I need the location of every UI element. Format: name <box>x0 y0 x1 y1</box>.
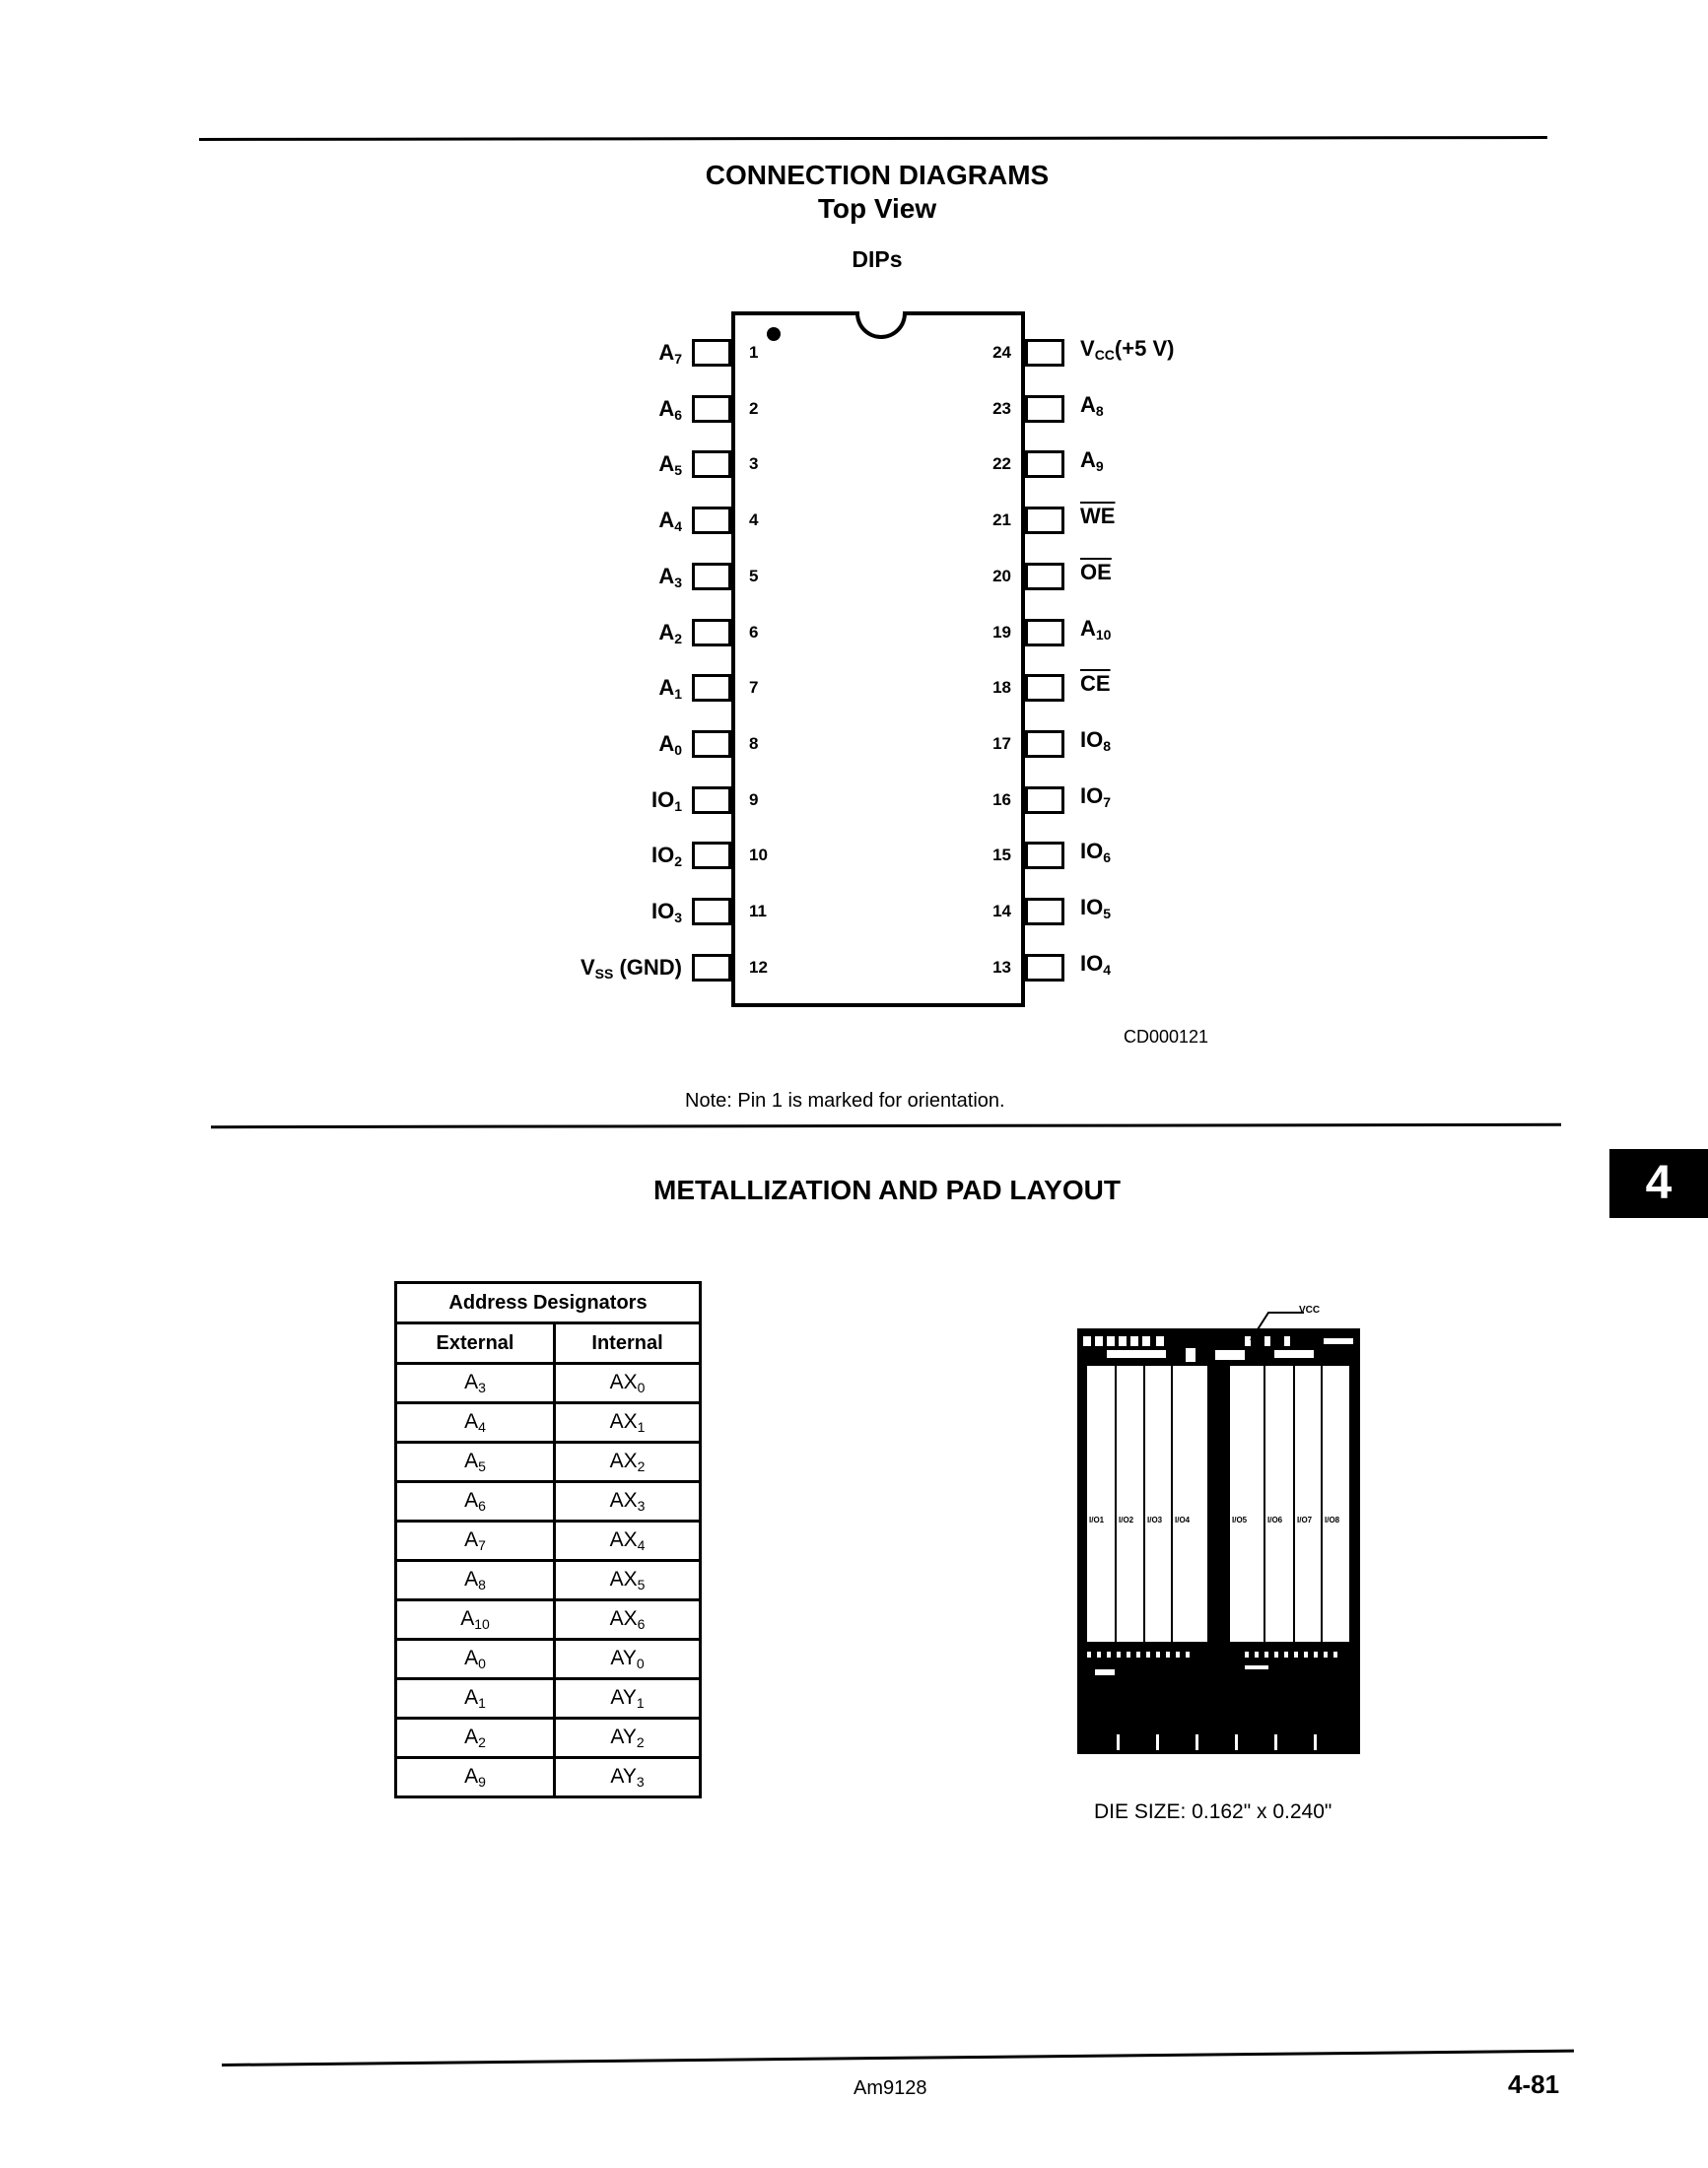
pin-label: $IO_1$ <box>650 786 682 814</box>
pin-24 <box>1025 339 1064 367</box>
die-io-label: I/O4 <box>1175 1516 1191 1524</box>
pin-20 <box>1025 563 1064 590</box>
pin-17 <box>1025 730 1064 758</box>
pin-label: $IO_7$ <box>1080 782 1112 810</box>
pin-number: 18 <box>992 678 1011 698</box>
die-io-label: I/O7 <box>1297 1516 1313 1524</box>
pin-label: $V_{SS}$ (GND) <box>580 954 682 982</box>
table-row <box>396 1403 701 1443</box>
external-cell: $A_{10}$ <box>396 1600 555 1640</box>
pin-number: 13 <box>992 957 1011 977</box>
pin-number: 1 <box>749 343 759 362</box>
pin-12 <box>692 954 731 982</box>
chip-body <box>731 311 1025 1007</box>
external-cell: $A_4$ <box>396 1403 555 1443</box>
pin-number: 2 <box>749 398 759 418</box>
metallization-title: METALLIZATION AND PAD LAYOUT <box>653 1175 1121 1205</box>
die-io-label: I/O5 <box>1232 1516 1248 1524</box>
pin-number: 23 <box>992 398 1011 418</box>
pin-label: $IO_2$ <box>650 843 682 870</box>
table-row <box>396 1561 701 1600</box>
pin-number: 14 <box>992 902 1011 920</box>
external-cell: $A_2$ <box>396 1719 555 1758</box>
pin-number: 17 <box>992 733 1011 753</box>
pin-number: 8 <box>749 733 759 753</box>
pin-16 <box>1025 786 1064 814</box>
figure-id: CD000121 <box>1124 1027 1209 1047</box>
internal-cell: $AX_2$ <box>555 1443 701 1482</box>
table-caption: Address Designators <box>396 1283 701 1323</box>
table-row <box>396 1522 701 1561</box>
pin-label: $\overline{OE}$ <box>1080 559 1112 584</box>
pin-label: $A_1$ <box>658 675 682 703</box>
table-row <box>396 1482 701 1522</box>
pin-number: 5 <box>749 566 759 585</box>
internal-cell: $AY_1$ <box>555 1679 701 1719</box>
pin-label: $A_6$ <box>658 395 682 423</box>
pin-7 <box>692 674 731 702</box>
external-cell: $A_1$ <box>396 1679 555 1719</box>
pin-number: 21 <box>992 510 1011 530</box>
internal-cell: $AX_4$ <box>555 1522 701 1561</box>
orientation-note: Note: Pin 1 is marked for orientation. <box>685 1090 1005 1112</box>
pin-label: $IO_6$ <box>1080 839 1112 866</box>
internal-cell: $AX_3$ <box>555 1482 701 1522</box>
pin-number: 11 <box>749 902 767 920</box>
pin-21 <box>1025 507 1064 534</box>
internal-cell: $AY_2$ <box>555 1719 701 1758</box>
pin-10 <box>692 842 731 869</box>
pin-label: $A_2$ <box>658 619 682 646</box>
pin-1-dot-icon <box>767 327 781 341</box>
pin-13 <box>1025 954 1064 982</box>
internal-cell: $AX_1$ <box>555 1403 701 1443</box>
external-cell: $A_8$ <box>396 1561 555 1600</box>
table-row <box>396 1600 701 1640</box>
die-io-label: I/O8 <box>1325 1516 1340 1524</box>
package-label: DIPs <box>852 246 903 272</box>
footer-rule <box>222 2050 1574 2066</box>
internal-cell: $AX_0$ <box>555 1364 701 1403</box>
pin-5 <box>692 563 731 590</box>
pin-number: 10 <box>749 846 768 865</box>
pin-label: $A_4$ <box>658 508 682 535</box>
section-title: CONNECTION DIAGRAMS <box>705 160 1050 190</box>
pin-15 <box>1025 842 1064 869</box>
pin-label: $V_{CC}(+5$ V) <box>1080 336 1175 363</box>
pin-label: $A_9$ <box>1080 447 1104 475</box>
pin-label: $A_8$ <box>1080 391 1104 419</box>
pin-3 <box>692 450 731 478</box>
table-row <box>396 1719 701 1758</box>
table-row <box>396 1640 701 1679</box>
pin-number: 4 <box>749 510 759 530</box>
footer-part-number: Am9128 <box>854 2077 927 2099</box>
section-tab: 4 <box>1609 1149 1708 1218</box>
pin-label: $IO_3$ <box>650 899 682 925</box>
external-cell: $A_9$ <box>396 1758 555 1797</box>
pin-2 <box>692 395 731 423</box>
internal-cell: $AY_3$ <box>555 1758 701 1797</box>
table-row <box>396 1758 701 1797</box>
pin-label: $IO_8$ <box>1080 726 1112 754</box>
pin-label: $A_0$ <box>658 730 682 758</box>
pin-label: $IO_5$ <box>1080 895 1112 921</box>
footer-page-number: 4-81 <box>1508 2069 1560 2099</box>
section-rule <box>211 1123 1561 1128</box>
pin-label: $A_{10}$ <box>1080 615 1112 643</box>
external-cell: $A_3$ <box>396 1364 555 1403</box>
pin-14 <box>1025 898 1064 925</box>
die-layout-icon <box>1077 1328 1360 1754</box>
internal-cell: $AY_0$ <box>555 1640 701 1679</box>
external-cell: $A_6$ <box>396 1482 555 1522</box>
internal-cell: $AX_5$ <box>555 1561 701 1600</box>
pin-label: $\overline{CE}$ <box>1080 671 1111 697</box>
table-row <box>396 1364 701 1403</box>
external-cell: $A_0$ <box>396 1640 555 1679</box>
die-vcc-label: VCC <box>1299 1305 1321 1316</box>
pin-number: 19 <box>992 622 1011 642</box>
pin-label: $A_7$ <box>658 340 682 367</box>
pin-22 <box>1025 450 1064 478</box>
col-internal: Internal <box>555 1323 701 1364</box>
pin-1 <box>692 339 731 367</box>
internal-cell: $AX_6$ <box>555 1600 701 1640</box>
pin-label: $A_5$ <box>658 451 682 479</box>
die-layout-image <box>1077 1328 1360 1754</box>
pin-number: 16 <box>992 789 1011 809</box>
pin-19 <box>1025 619 1064 646</box>
external-cell: $A_7$ <box>396 1522 555 1561</box>
pin-label: $\overline{WE}$ <box>1080 504 1116 529</box>
pin-label: $A_3$ <box>658 563 682 590</box>
pin-8 <box>692 730 731 758</box>
die-io-label: I/O3 <box>1147 1516 1163 1524</box>
die-io-label: I/O2 <box>1119 1516 1134 1524</box>
pin-number: 20 <box>992 566 1011 585</box>
pin-number: 3 <box>749 454 759 474</box>
die-io-label: I/O1 <box>1089 1516 1105 1524</box>
die-io-label: I/O6 <box>1267 1516 1283 1524</box>
top-rule <box>199 136 1547 141</box>
external-cell: $A_5$ <box>396 1443 555 1482</box>
pin-9 <box>692 786 731 814</box>
pin-number: 7 <box>749 678 759 698</box>
pin-label: $IO_4$ <box>1080 950 1112 978</box>
col-external: External <box>396 1323 555 1364</box>
pin-number: 12 <box>749 957 768 977</box>
pin-number: 6 <box>749 622 759 642</box>
address-designators-table <box>394 1281 702 1798</box>
pin-number: 15 <box>992 846 1011 865</box>
pin-11 <box>692 898 731 925</box>
subtitle: Top View <box>817 193 937 224</box>
pin-6 <box>692 619 731 646</box>
vcc-leader-line <box>1247 1307 1306 1346</box>
die-size-caption: DIE SIZE: 0.162" x 0.240" <box>1094 1800 1332 1823</box>
pin-23 <box>1025 395 1064 423</box>
pin-4 <box>692 507 731 534</box>
table-row <box>396 1443 701 1482</box>
table-row <box>396 1679 701 1719</box>
pin-18 <box>1025 674 1064 702</box>
pin-number: 24 <box>992 343 1011 362</box>
pin-number: 9 <box>749 789 759 809</box>
pin-number: 22 <box>992 454 1011 474</box>
